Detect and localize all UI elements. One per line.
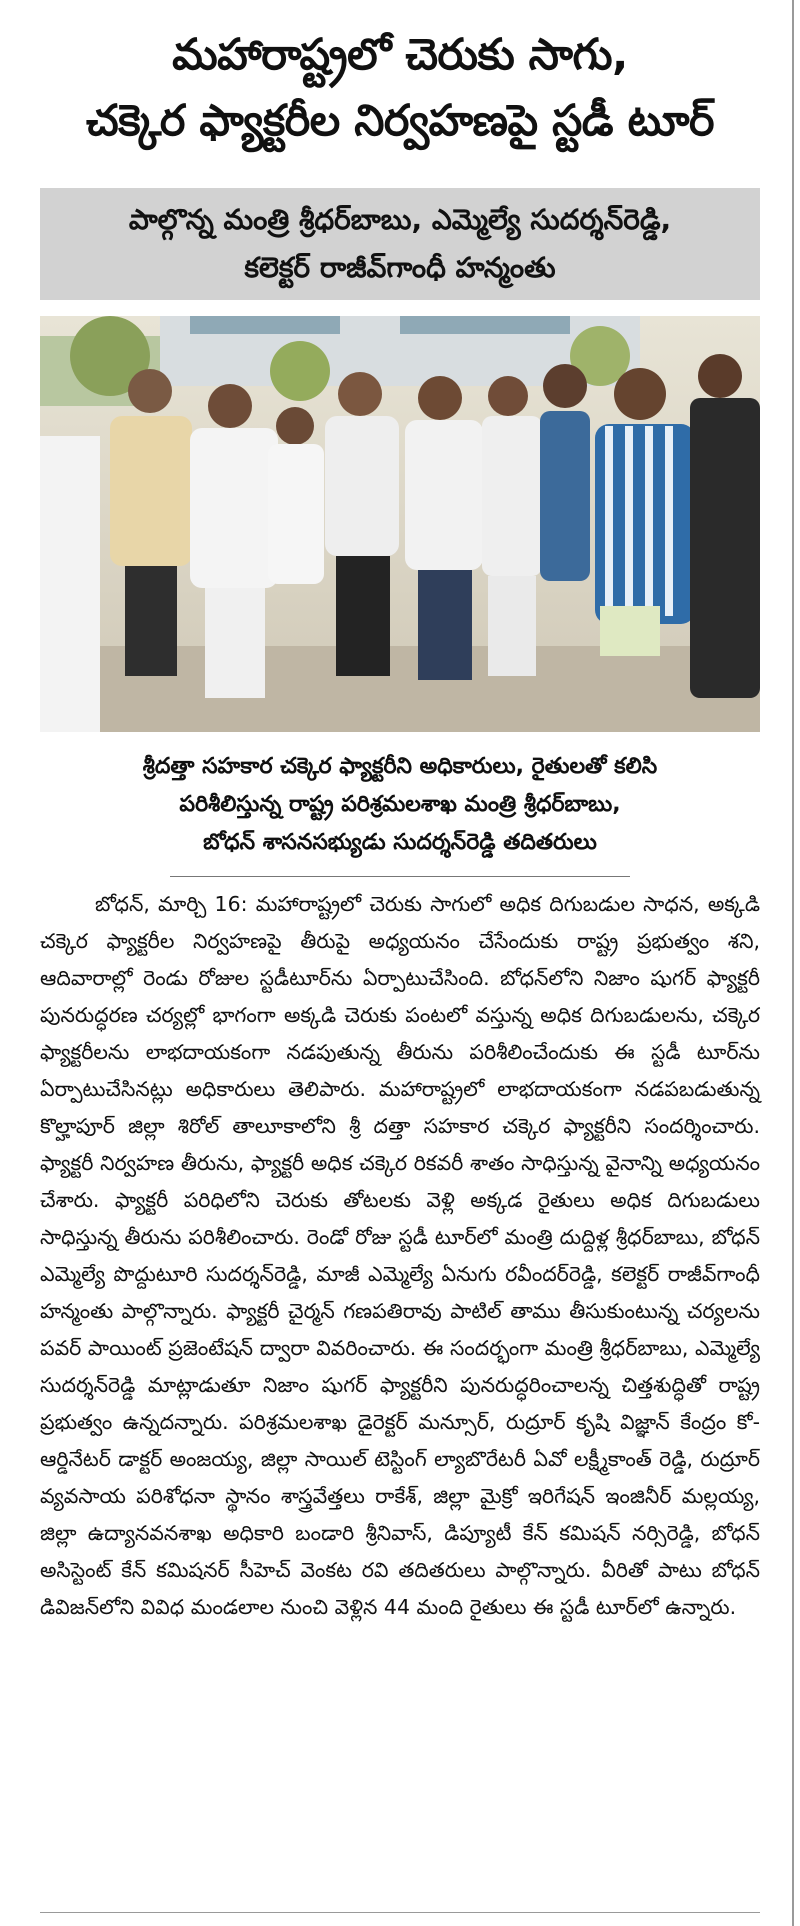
subhead-line-1: పాల్గొన్న మంత్రి శ్రీధర్‌బాబు, ఎమ్మెల్యే సుదర్శన్‌రెడ్డి,: [128, 203, 672, 236]
news-photo: [40, 316, 760, 732]
headline-line-1: మహారాష్ట్రలో చెరుకు సాగు,: [172, 30, 628, 80]
bottom-divider: [40, 1912, 760, 1913]
headline: [40, 22, 760, 154]
caption-line-1: శ్రీదత్తా సహకార చక్కెర ఫ్యాక్టరీని అధికారులు, రైతులతో కలిసి: [142, 754, 658, 779]
subhead: [40, 196, 760, 292]
caption-line-3: బోధన్ శాసనసభ్యుడు సుదర్శన్‌రెడ్డి తదితరులు: [203, 830, 597, 855]
headline-line-2: చక్కెర ఫ్యాక్టరీల నిర్వహణపై స్టడీ టూర్: [85, 96, 714, 146]
article-body: బోధన్, మార్చి 16: మహారాష్ట్రలో చెరుకు సాగులో అధిక దిగుబడుల సాధన, అక్కడి చక్కెర ఫ్యాక్టరీల నిర్వహణపై తీరుపై అధ్యయనం చేసేందుకు రాష్ట్ర ప్రభుత్వం శని, ఆదివారాల్లో రెండు రోజుల స్టడీటూర్‌ను ఏర్పాటుచేసింది. బోధన్‌లోని నిజాం షుగర్ ఫ్యాక్టరీ పునరుద్ధరణ చర్యల్లో భాగంగా అక్కడి చెరుకు పంటలో వస్తున్న అధిక దిగుబడులను, చక్కెర ఫ్యాక్టరీలను లాభదాయకంగా నడపుతున్న తీరును పరిశీలించేందుకు ఈ స్టడీ టూర్‌ను ఏర్పాటుచేసినట్లు అధికారులు తెలిపారు. మహారాష్ట్రలో లాభదాయకంగా నడపబడుతున్న కొల్హాపూర్ జిల్లా శిరోల్ తాలూకాలోని శ్రీ దత్తా సహకార చక్కెర ఫ్యాక్టరీని సందర్శించారు. ఫ్యాక్టరీ నిర్వహణ తీరును, ఫ్యాక్టరీ అధిక చక్కెర రికవరీ శాతం సాధిస్తున్న వైనాన్ని అధ్యయనం చేశారు. ఫ్యాక్టరీ పరిధిలోని చెరుకు తోటలకు వెళ్లి అక్కడ రైతులు అధిక దిగుబడులు సాధిస్తున్న తీరును పరిశీలించారు. రెండో రోజు స్టడీ టూర్‌లో మంత్రి దుద్దిళ్ల శ్రీధర్‌బాబు, బోధన్ ఎమ్మెల్యే పొద్దుటూరి సుదర్శన్‌రెడ్డి, మాజీ ఎమ్మెల్యే ఏనుగు రవీందర్‌రెడ్డి, కలెక్టర్ రాజీవ్‌గాంధీ హన్మంతు పాల్గొన్నారు. ఫ్యాక్టరీ చైర్మన్ గణపతిరావు పాటిల్ తాము తీసుకుంటున్న చర్యలను పవర్ పాయింట్ ప్రజెంటేషన్ ద్వారా వివరించారు. ఈ సందర్భంగా మంత్రి శ్రీధర్‌బాబు, ఎమ్మెల్యే సుదర్శన్‌రెడ్డి మాట్లాడుతూ నిజాం షుగర్ ఫ్యాక్టరీని పునరుద్ధరించాలన్న చిత్తశుద్ధితో రాష్ట్ర ప్రభుత్వం ఉన్నదన్నారు. పరిశ్రమలశాఖ డైరెక్టర్ మన్సూర్, రుద్రూర్ కృషి విజ్ఞాన్ కేంద్రం కో-ఆర్డినేటర్ డాక్టర్ అంజయ్య, జిల్లా సాయిల్ టెస్టింగ్ ల్యాబొరేటరీ ఏవో లక్ష్మీకాంత్ రెడ్డి, రుద్రూర్ వ్యవసాయ పరిశోధనా స్థానం శాస్త్రవేత్తలు రాకేశ్, జిల్లా మైక్రో ఇరిగేషన్ ఇంజినీర్ మల్లయ్య, జిల్లా ఉద్యానవనశాఖ అధికారి బండారి శ్రీనివాస్, డిప్యూటీ కేన్ కమిషన్ నర్సిరెడ్డి, బోధన్ అసిస్టెంట్ కేన్ కమిషనర్ సీహెచ్ వెంకట రవి తదితరులు పాల్గొన్నారు. వీరితో పాటు బోధన్ డివిజన్‌లోని వివిధ మండలాల నుంచి వెళ్లిన 44 మంది రైతులు ఈ స్టడీ టూర్‌లో ఉన్నారు.: [40, 892, 760, 1619]
caption-divider: [170, 876, 630, 877]
photo-caption: [60, 748, 740, 862]
caption-line-2: పరిశీలిస్తున్న రాష్ట్ర పరిశ్రమలశాఖ మంత్రి శ్రీధర్‌బాబు,: [179, 792, 621, 817]
group-photo-icon: [40, 316, 760, 732]
page-border: [792, 0, 794, 1926]
subhead-line-2: కలెక్టర్ రాజీవ్‌గాంధీ హన్మంతు: [244, 251, 556, 284]
